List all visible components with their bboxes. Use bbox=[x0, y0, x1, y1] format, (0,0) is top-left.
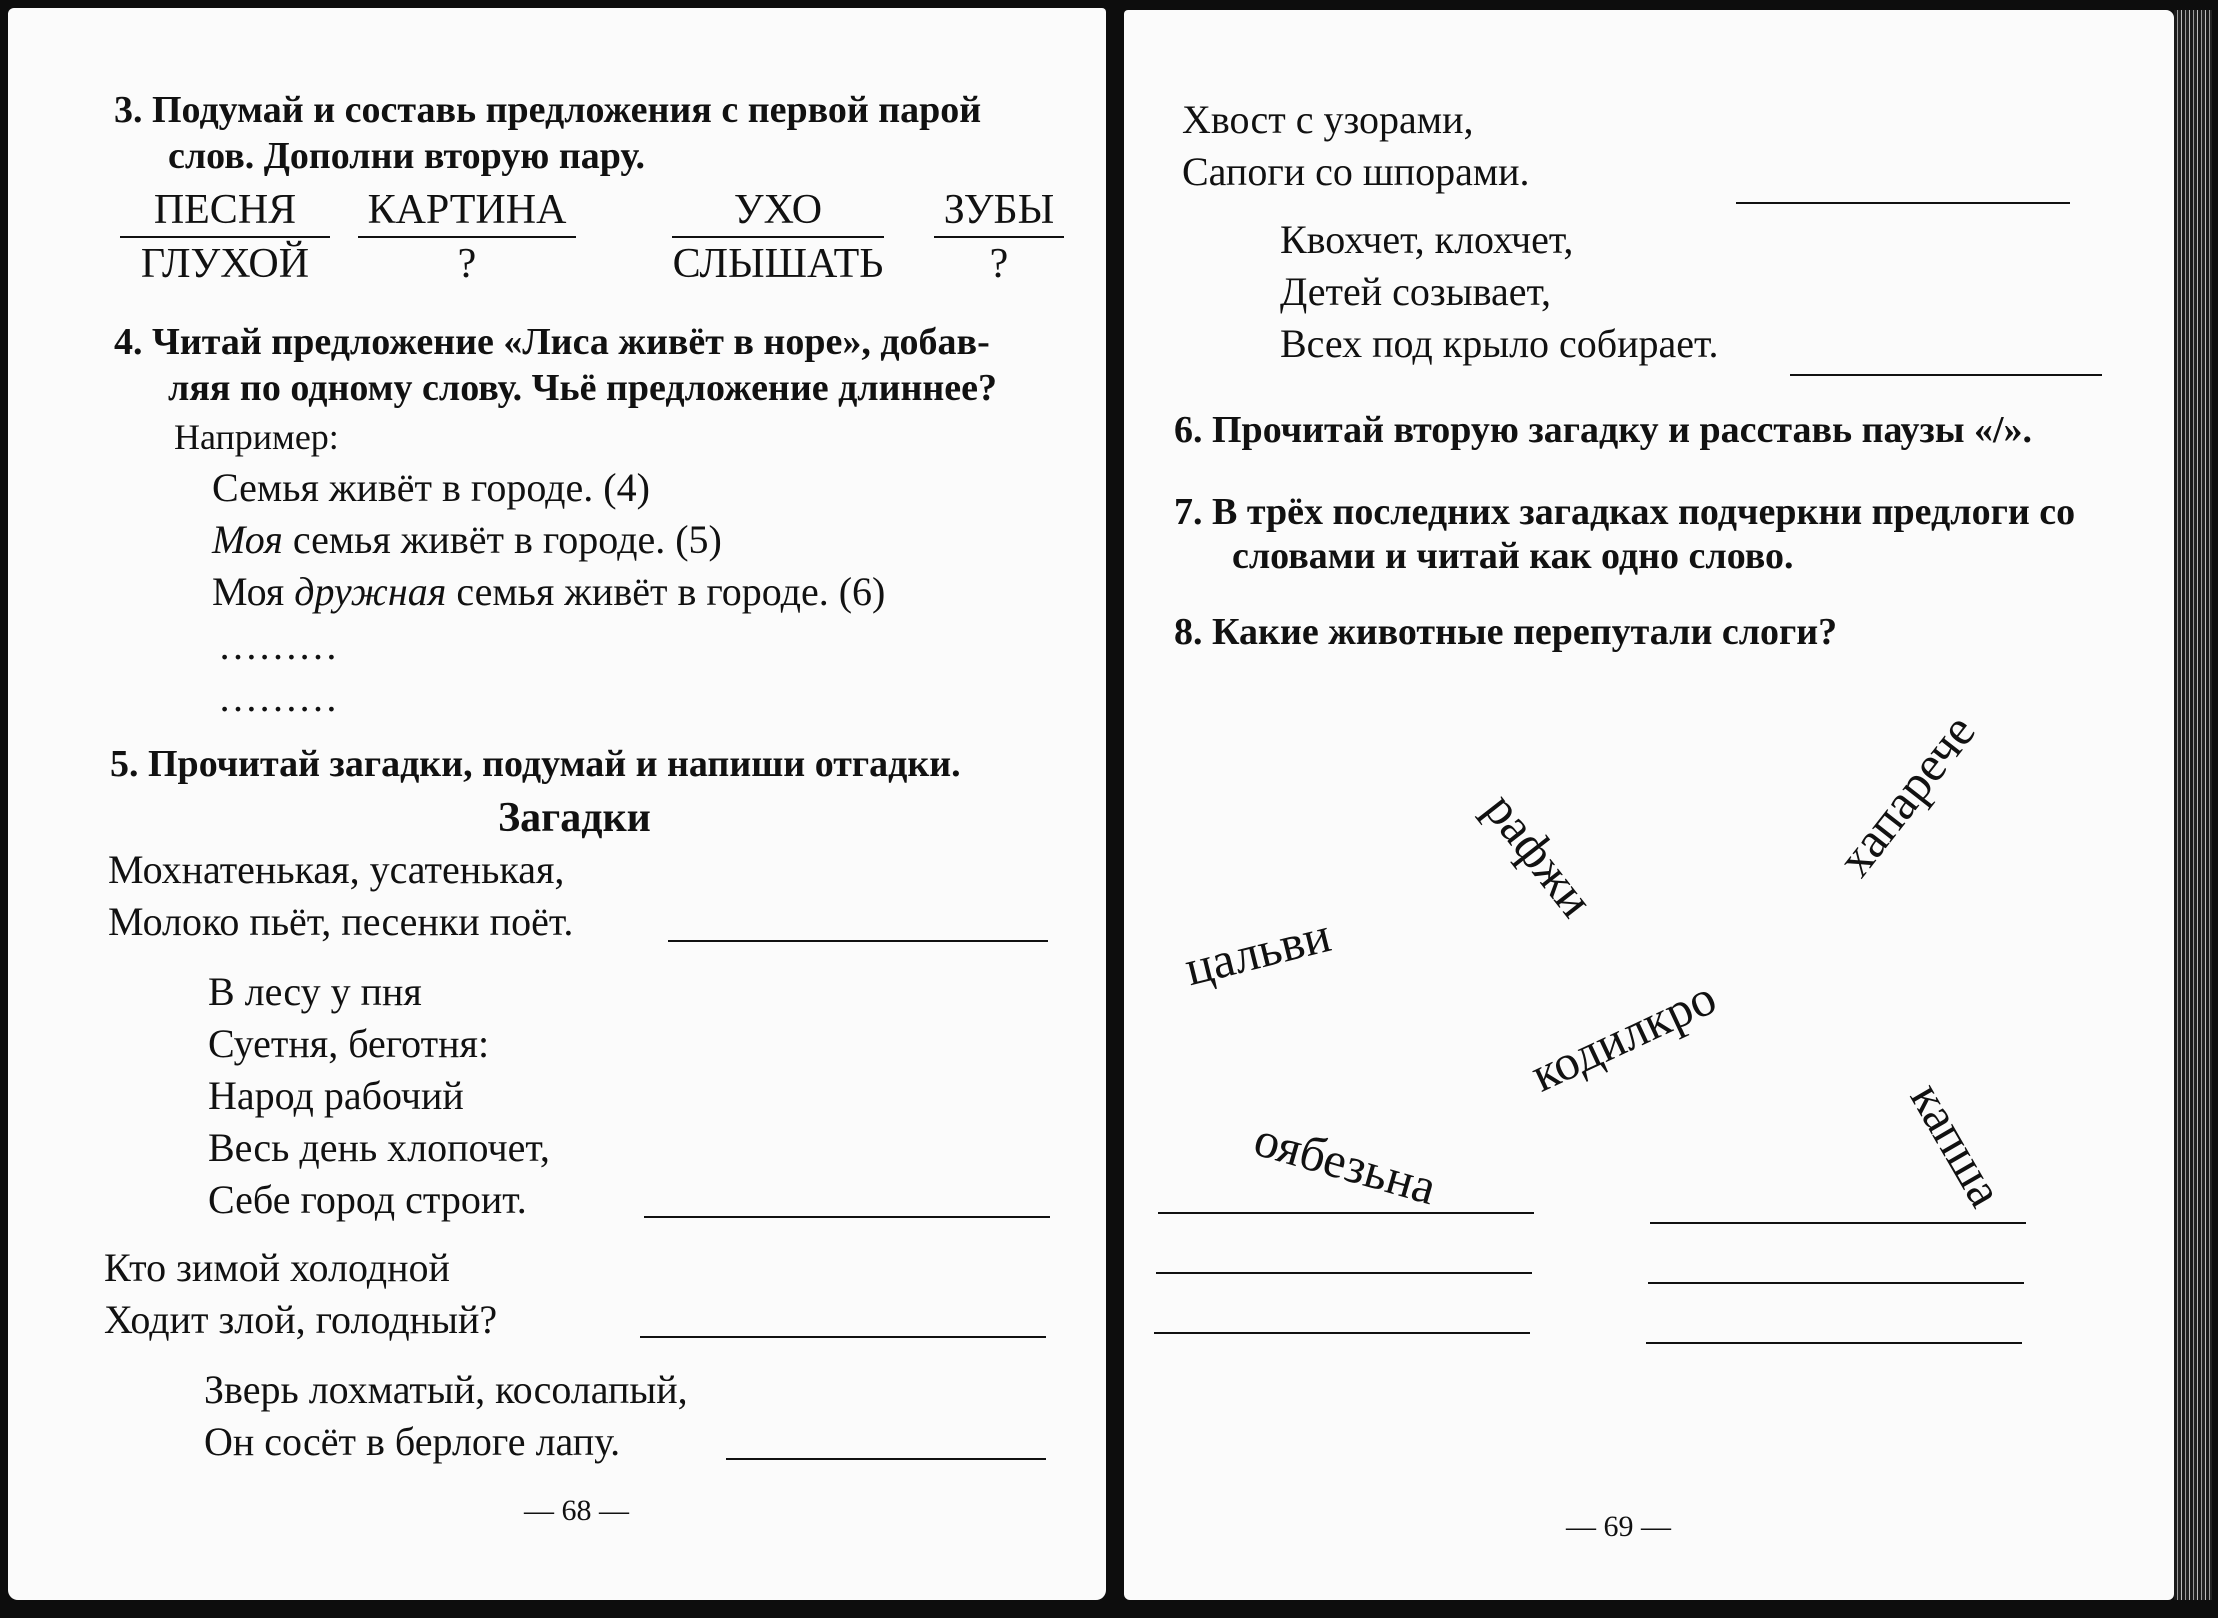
pair-top: КАРТИНА bbox=[358, 184, 576, 238]
answer-line-2[interactable] bbox=[644, 1216, 1050, 1218]
example-label: Например: bbox=[174, 417, 339, 457]
pair-bottom: ? bbox=[457, 241, 477, 287]
task8-answer-line-5[interactable] bbox=[1648, 1282, 2024, 1284]
riddle-3-line-1: Кто зимой холодной bbox=[104, 1245, 450, 1290]
scrambled-word-5: оябезьна bbox=[1248, 1110, 1443, 1216]
pair-top: ПЕСНЯ bbox=[120, 184, 330, 238]
example-sentence-2: Моя семья живёт в городе. (5) bbox=[212, 517, 722, 562]
right-page bbox=[1124, 10, 2174, 1600]
task8-answer-line-6[interactable] bbox=[1646, 1342, 2022, 1344]
task-8: 8. Какие животные перепутали слоги? bbox=[1174, 611, 1838, 653]
task8-answer-line-2[interactable] bbox=[1156, 1272, 1532, 1274]
riddles-title: Загадки bbox=[498, 795, 651, 841]
riddle-6-line-3: Всех под крыло собирает. bbox=[1280, 321, 1719, 366]
word-pair-3 bbox=[672, 184, 884, 290]
riddle-2-line-5: Себе город строит. bbox=[208, 1177, 527, 1222]
answer-line-4[interactable] bbox=[726, 1458, 1046, 1460]
riddle-5-line-1: Хвост с узорами, bbox=[1182, 97, 1474, 142]
riddle-4-line-1: Зверь лохматый, косолапый, bbox=[204, 1367, 688, 1412]
task-4-line2: ляя по одному слову. Чьё предложение длиннее? bbox=[168, 367, 998, 409]
example-sentence-3: Моя дружная семья живёт в городе. (6) bbox=[212, 569, 886, 614]
example-sentence-1: Семья живёт в городе. (4) bbox=[212, 465, 650, 510]
page-number: — 69 — bbox=[1566, 1510, 1671, 1543]
scrambled-word-6: капша bbox=[1899, 1073, 2015, 1216]
pair-top: УХО bbox=[672, 184, 884, 238]
riddle-1-line-2: Молоко пьёт, песенки поёт. bbox=[108, 899, 574, 944]
left-page bbox=[8, 8, 1106, 1600]
task-3-line1: 3. Подумай и составь предложения с первой парой bbox=[114, 89, 982, 131]
word-pair-2 bbox=[358, 184, 576, 290]
scrambled-word-3: цальви bbox=[1179, 906, 1336, 997]
task8-answer-line-4[interactable] bbox=[1650, 1222, 2026, 1224]
pair-top: ЗУБЫ bbox=[934, 184, 1064, 238]
task8-answer-line-3[interactable] bbox=[1154, 1332, 1530, 1334]
riddle-5-line-2: Сапоги со шпорами. bbox=[1182, 149, 1530, 194]
page-number: — 68 — bbox=[524, 1494, 629, 1527]
task-3-line2: слов. Дополни вторую пару. bbox=[168, 135, 646, 177]
riddle-2-line-2: Суетня, беготня: bbox=[208, 1021, 490, 1066]
riddle-2-line-3: Народ рабочий bbox=[208, 1073, 464, 1118]
riddle-6-line-1: Квохчет, клохчет, bbox=[1280, 217, 1574, 262]
answer-line-5[interactable] bbox=[1736, 202, 2070, 204]
answer-line-1[interactable] bbox=[668, 940, 1048, 942]
example-dots-2: ……… bbox=[218, 675, 338, 720]
task-7-line2: словами и читай как одно слово. bbox=[1232, 535, 1794, 577]
answer-line-6[interactable] bbox=[1790, 374, 2102, 376]
answer-line-3[interactable] bbox=[640, 1336, 1046, 1338]
scrambled-word-1: рафжи bbox=[1473, 781, 1605, 928]
riddle-6-line-2: Детей созывает, bbox=[1280, 269, 1551, 314]
word-pair-4 bbox=[934, 184, 1064, 290]
example-dots-1: ……… bbox=[218, 623, 338, 668]
riddle-4-line-2: Он сосёт в берлоге лапу. bbox=[204, 1419, 621, 1464]
task8-answer-line-1[interactable] bbox=[1158, 1212, 1534, 1214]
word-pair-1 bbox=[120, 184, 330, 290]
task-4-line1: 4. Читай предложение «Лиса живёт в норе», добав- bbox=[114, 321, 990, 363]
riddle-3-line-2: Ходит злой, голодный? bbox=[104, 1297, 498, 1342]
riddle-2-line-1: В лесу у пня bbox=[208, 969, 422, 1014]
riddle-2-line-4: Весь день хлопочет, bbox=[208, 1125, 550, 1170]
task-6: 6. Прочитай вторую загадку и расставь паузы «/». bbox=[1174, 409, 2033, 451]
pair-bottom: СЛЫШАТЬ bbox=[672, 241, 884, 287]
scrambled-word-4: кодилкро bbox=[1522, 968, 1725, 1103]
task-5: 5. Прочитай загадки, подумай и напиши отгадки. bbox=[110, 743, 961, 785]
scrambled-word-2: хапарече bbox=[1825, 703, 1986, 887]
page-edge-shadow bbox=[2174, 10, 2212, 1600]
riddle-1-line-1: Мохнатенькая, усатенькая, bbox=[108, 847, 565, 892]
task-7-line1: 7. В трёх последних загадках подчеркни предлоги со bbox=[1174, 491, 2076, 533]
pair-bottom: ГЛУХОЙ bbox=[140, 241, 310, 287]
pair-bottom: ? bbox=[989, 241, 1009, 287]
